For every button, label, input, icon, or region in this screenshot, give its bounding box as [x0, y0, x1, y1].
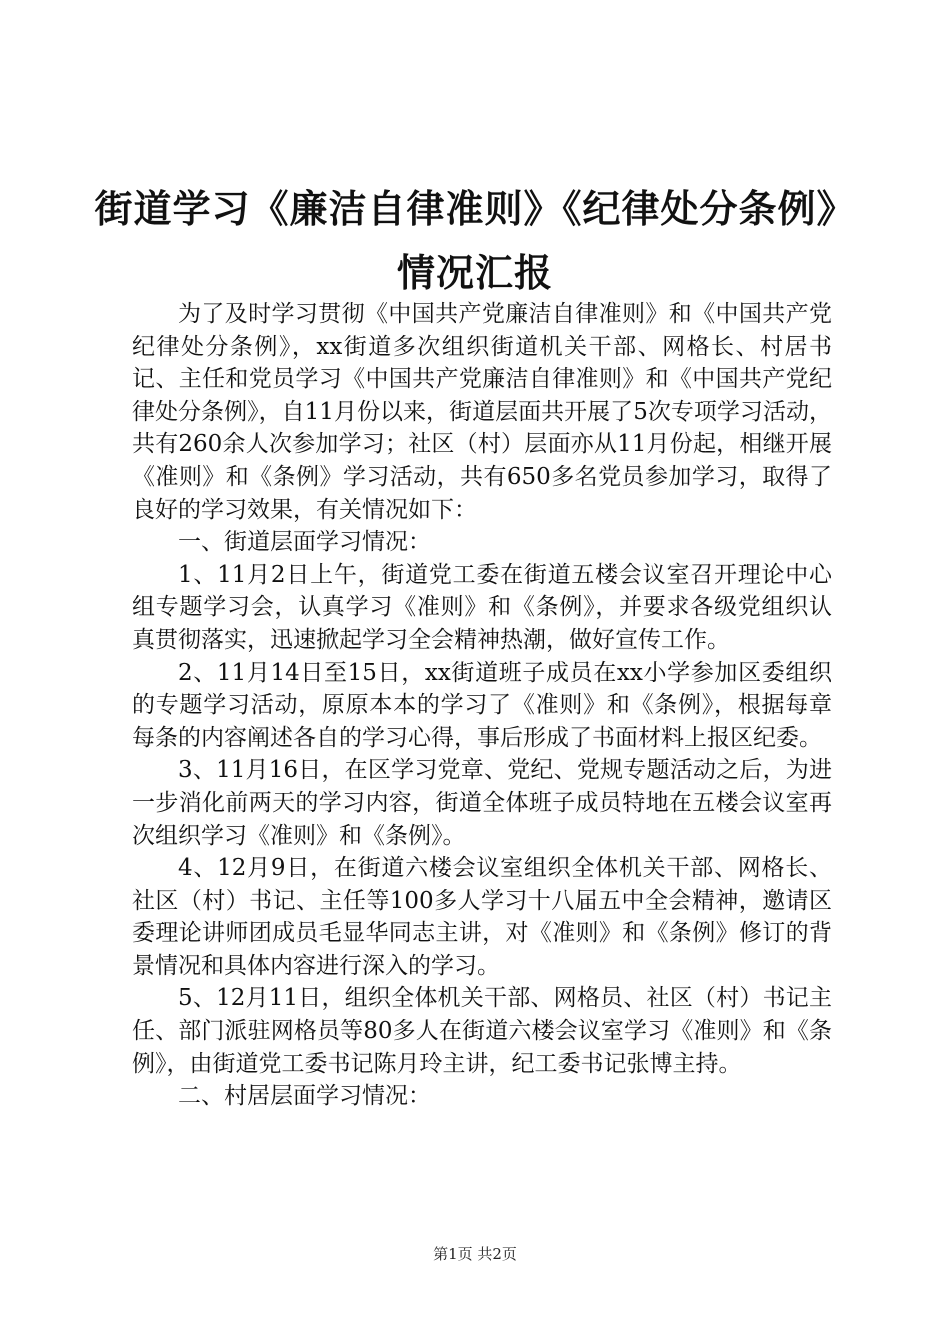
- paragraph-item-4: 4、12月9日，在街道六楼会议室组织全体机关干部、网格长、社区（村）书记、主任等100多人学习十八届五中全会精神，邀请区委理论讲师团成员毛显华同志主讲，对《准则》和《条例》修订的背景情况和具体内容进行深入的学习。: [132, 855, 832, 979]
- paragraph-item-2: 2、11月14日至15日，xx街道班子成员在xx小学参加区委组织的专题学习活动，原原本本的学习了《准则》和《条例》，根据每章每条的内容阐述各自的学习心得，事后形成了书面材料上报区纪委。: [132, 659, 832, 751]
- document-title-line-1: 街道学习《廉洁自律准则》《纪律处分条例》: [94, 186, 856, 231]
- paragraph-intro: 为了及时学习贯彻《中国共产党廉洁自律准则》和《中国共产党纪律处分条例》，xx街道多次组织街道机关干部、网格长、村居书记、主任和党员学习《中国共产党廉洁自律准则》和《中国共产党纪律处分条例》，自11月份以来，街道层面共开展了5次专项学习活动，共有260余人次参加学习；社区（村）层面亦从11月份起，相继开展《准则》和《条例》学习活动，共有650多名党员参加学习，取得了良好的学习效果，有关情况如下：: [132, 301, 832, 523]
- paragraph-item-1: 1、11月2日上午，街道党工委在街道五楼会议室召开理论中心组专题学习会，认真学习《准则》和《条例》，并要求各级党组织认真贯彻落实，迅速掀起学习全会精神热潮，做好宣传工作。: [132, 561, 832, 653]
- page-number-footer: 第1页 共2页: [433, 1245, 517, 1263]
- document-title-line-2: 情况汇报: [396, 250, 553, 295]
- paragraph-item-3: 3、11月16日，在区学习党章、党纪、党规专题活动之后，为进一步消化前两天的学习内容，街道全体班子成员特地在五楼会议室再次组织学习《准则》和《条例》。: [132, 757, 832, 849]
- document-body: [132, 298, 832, 1113]
- paragraph-item-5: 5、12月11日，组织全体机关干部、网格员、社区（村）书记主任、部门派驻网格员等80多人在街道六楼会议室学习《准则》和《条例》，由街道党工委书记陈月玲主讲，纪工委书记张博主持。: [132, 985, 832, 1077]
- section-heading-village-level: 二、村居层面学习情况：: [178, 1083, 431, 1110]
- section-heading-street-level: 一、街道层面学习情况：: [178, 529, 431, 556]
